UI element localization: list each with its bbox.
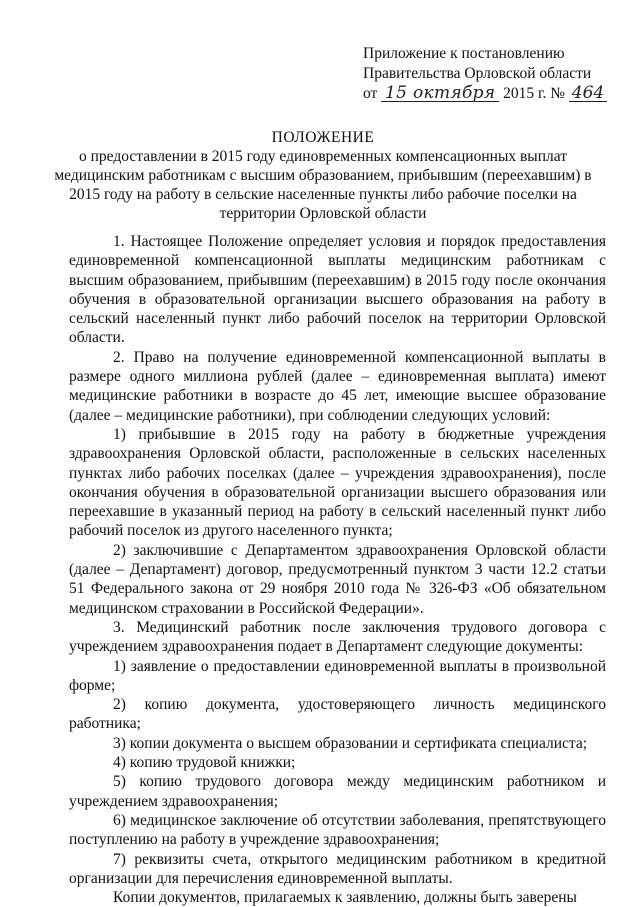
document-subtitle: о предоставлении в 2015 году единовременных компенсационных выплат медицинским работникам с высшим образованием, прибывшим (переехавшим) в 2015 году на работу в сельские населенные пункты либо рабочие поселки на территории Орловской области: [54, 148, 592, 222]
paragraph: 5) копию трудового договора между медицинским работником и учреждением здравоохранения;: [69, 773, 606, 810]
paragraph: 3. Медицинский работник после заключения трудового договора с учреждением здравоохранения подает в Департамент следующие документы:: [69, 618, 606, 656]
paragraph: 2) копию документа, удостоверяющего личность медицинского работника;: [69, 696, 606, 733]
paragraph: 1) заявление о предоставлении единовременной выплаты в произвольной форме;: [69, 657, 606, 694]
paragraph: 6) медицинское заключение об отсутствии заболевания, препятствующего поступлению на работу в учреждение здравоохранения;: [69, 811, 606, 849]
appendix-line-2: Правительства Орловской области: [363, 65, 592, 82]
paragraph: 2. Право на получение единовременной компенсационной выплаты в размере одного миллиона рублей (далее – единовременная выплата) имеют медицинские работники в возрасте до 45 лет, имеющие высшее образование (далее – медицинские работники), при соблюдении следующих условий:: [69, 348, 606, 424]
year-text: 2015 г. №: [503, 85, 566, 102]
paragraph: 7) реквизиты счета, открытого медицинским работником в кредитной организации для перечисления единовременной выплаты.: [69, 850, 606, 887]
handwritten-number: 464: [569, 85, 607, 102]
paragraph: 1. Настоящее Положение определяет условия и порядок предоставления единовременной компенсационной выплаты медицинским работникам с высшим образованием, прибывшим (переехавшим) в 2015 году после окончания обучения в образовательной организации высшего образования на работу в сельский населенный пункт либо рабочий поселок на территории Орловской области.: [69, 233, 606, 347]
document-body: [69, 232, 606, 907]
appendix-date-line: [363, 84, 623, 104]
paragraph: 4) копию трудовой книжки;: [113, 754, 296, 772]
paragraph: 3) копии документа о высшем образовании и сертификата специалиста;: [113, 734, 588, 752]
document-title-block: [40, 128, 606, 223]
paragraph: 2) заключившие с Департаментом здравоохранения Орловской области (далее – Департамент) договор, предусмотренный пунктом 3 части 12.2 статьи 51 Федерального закона от 29 ноября 2010 года № 326-ФЗ «Об обязательном медицинском страховании в Российской Федерации».: [69, 541, 606, 617]
date-prefix: от: [363, 85, 378, 102]
appendix-line-1: Приложение к постановлению: [363, 45, 565, 62]
paragraph: 1) прибывшие в 2015 году на работу в бюджетные учреждения здравоохранения Орловской области, расположенные в сельских населенных пунктах либо рабочих поселках (далее – учреждения здравоохранения), после окончания обучения в образовательной организации высшего образования или переехавшие в указанный период на работу в сельский населенный пункт либо рабочий поселок из другого населенного пункта;: [69, 425, 606, 540]
handwritten-date: 15 октября: [381, 85, 499, 102]
appendix-header: [363, 44, 623, 104]
document-heading: ПОЛОЖЕНИЕ: [271, 129, 375, 146]
paragraph: Копии документов, прилагаемых к заявлению, должны быть заверены: [113, 889, 577, 907]
